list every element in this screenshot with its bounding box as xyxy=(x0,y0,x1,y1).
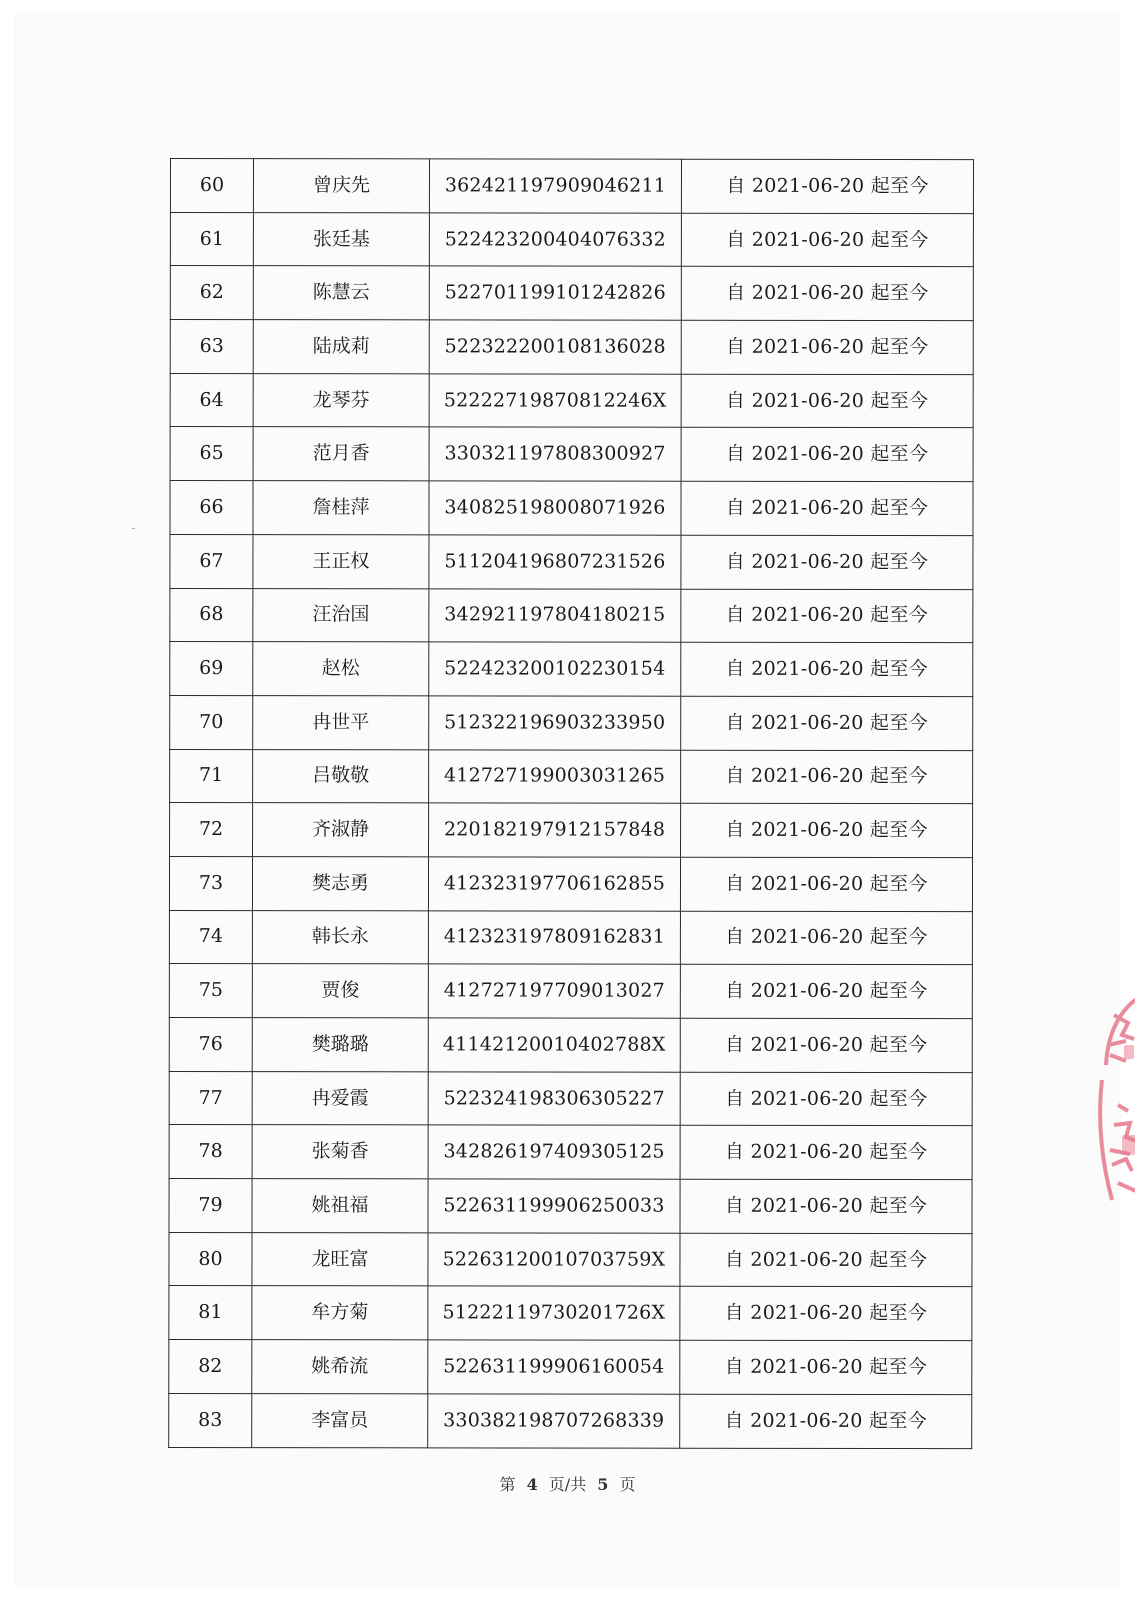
id-number: 511204196807231526 xyxy=(429,535,681,589)
id-number: 362421197909046211 xyxy=(429,159,681,213)
row-number: 74 xyxy=(169,910,252,964)
effective-period: 自 2021-06-20 起至今 xyxy=(681,213,973,267)
row-number: 60 xyxy=(170,159,253,213)
page-footer xyxy=(0,1472,1135,1495)
table-row xyxy=(170,695,973,750)
effective-period: 自 2021-06-20 起至今 xyxy=(681,481,973,535)
row-number: 81 xyxy=(169,1286,252,1340)
id-number: 52222719870812246X xyxy=(429,374,681,428)
footer-prefix: 第 xyxy=(499,1475,516,1494)
person-name: 陈慧云 xyxy=(253,266,429,320)
person-name: 姚希流 xyxy=(252,1340,428,1394)
person-name: 韩长永 xyxy=(252,910,428,964)
table-row xyxy=(170,373,973,428)
row-number: 70 xyxy=(170,695,253,749)
row-number: 82 xyxy=(169,1340,252,1394)
effective-period: 自 2021-06-20 起至今 xyxy=(681,589,973,643)
id-number: 52263120010703759X xyxy=(428,1233,680,1287)
person-name: 李富员 xyxy=(252,1393,428,1447)
table-row xyxy=(170,534,973,589)
table-row xyxy=(170,266,973,321)
table-row xyxy=(169,1179,972,1234)
table-row xyxy=(170,803,973,858)
row-number: 76 xyxy=(169,1017,252,1071)
effective-period: 自 2021-06-20 起至今 xyxy=(680,965,972,1019)
id-number: 522631199906250033 xyxy=(428,1179,680,1233)
effective-period: 自 2021-06-20 起至今 xyxy=(680,1287,972,1341)
effective-period: 自 2021-06-20 起至今 xyxy=(681,267,973,321)
id-number: 522423200404076332 xyxy=(429,213,681,267)
row-number: 72 xyxy=(170,803,253,857)
id-number: 412323197706162855 xyxy=(428,857,680,911)
person-name: 姚祖福 xyxy=(252,1179,428,1233)
table-row xyxy=(169,856,972,911)
effective-period: 自 2021-06-20 起至今 xyxy=(681,642,973,696)
row-number: 79 xyxy=(169,1179,252,1233)
id-number: 522322200108136028 xyxy=(429,320,681,374)
row-number: 66 xyxy=(170,481,253,535)
table-row xyxy=(170,642,973,697)
person-name: 张廷基 xyxy=(253,212,429,266)
person-name: 樊志勇 xyxy=(252,857,428,911)
row-number: 83 xyxy=(169,1393,252,1447)
effective-period: 自 2021-06-20 起至今 xyxy=(681,803,973,857)
row-number: 75 xyxy=(169,964,252,1018)
effective-period: 自 2021-06-20 起至今 xyxy=(681,159,973,213)
roster-table-body xyxy=(169,159,974,1449)
table-row xyxy=(169,1393,972,1448)
person-name: 赵松 xyxy=(253,642,429,696)
effective-period: 自 2021-06-20 起至今 xyxy=(680,1018,972,1072)
footer-total-pages: 5 xyxy=(597,1475,609,1494)
row-number: 65 xyxy=(170,427,253,481)
id-number: 412727197709013027 xyxy=(428,964,680,1018)
row-number: 71 xyxy=(170,749,253,803)
table-row xyxy=(170,588,973,643)
row-number: 64 xyxy=(170,373,253,427)
row-number: 63 xyxy=(170,320,253,374)
person-name: 吕敬敬 xyxy=(253,749,429,803)
table-row xyxy=(169,1286,972,1341)
id-number: 342921197804180215 xyxy=(429,588,681,642)
effective-period: 自 2021-06-20 起至今 xyxy=(681,428,973,482)
footer-current-page: 4 xyxy=(526,1475,538,1494)
id-number: 522324198306305227 xyxy=(428,1072,680,1126)
effective-period: 自 2021-06-20 起至今 xyxy=(681,750,973,804)
person-name: 龙旺富 xyxy=(252,1232,428,1286)
roster-table xyxy=(168,158,974,1449)
row-number: 69 xyxy=(170,642,253,696)
id-number: 41142120010402788X xyxy=(428,1018,680,1072)
effective-period: 自 2021-06-20 起至今 xyxy=(681,320,973,374)
person-name: 牟方菊 xyxy=(252,1286,428,1340)
row-number: 77 xyxy=(169,1071,252,1125)
table-row xyxy=(169,1232,972,1287)
person-name: 汪治国 xyxy=(253,588,429,642)
effective-period: 自 2021-06-20 起至今 xyxy=(680,857,972,911)
footer-suffix: 页 xyxy=(619,1475,636,1494)
person-name: 王正权 xyxy=(253,534,429,588)
row-number: 61 xyxy=(170,212,253,266)
person-name: 齐淑静 xyxy=(253,803,429,857)
row-number: 78 xyxy=(169,1125,252,1179)
person-name: 樊璐璐 xyxy=(252,1018,428,1072)
person-name: 詹桂萍 xyxy=(253,481,429,535)
effective-period: 自 2021-06-20 起至今 xyxy=(681,374,973,428)
id-number: 522631199906160054 xyxy=(428,1340,680,1394)
effective-period: 自 2021-06-20 起至今 xyxy=(680,1233,972,1287)
id-number: 340825198008071926 xyxy=(429,481,681,535)
person-name: 冉爱霞 xyxy=(252,1071,428,1125)
footer-middle: 页/共 xyxy=(548,1475,587,1494)
id-number: 522701199101242826 xyxy=(429,266,681,320)
row-number: 68 xyxy=(170,588,253,642)
red-seal-stamp-icon xyxy=(1088,985,1135,1215)
id-number: 412323197809162831 xyxy=(428,910,680,964)
table-row xyxy=(170,749,973,804)
row-number: 73 xyxy=(169,856,252,910)
person-name: 陆成莉 xyxy=(253,320,429,374)
row-number: 80 xyxy=(169,1232,252,1286)
id-number: 330382198707268339 xyxy=(428,1394,680,1448)
table-row xyxy=(170,159,973,214)
id-number: 220182197912157848 xyxy=(429,803,681,857)
effective-period: 自 2021-06-20 起至今 xyxy=(680,1126,972,1180)
table-row xyxy=(170,212,973,267)
person-name: 范月香 xyxy=(253,427,429,481)
id-number: 330321197808300927 xyxy=(429,427,681,481)
table-row xyxy=(170,481,973,536)
effective-period: 自 2021-06-20 起至今 xyxy=(680,1340,972,1394)
row-number: 67 xyxy=(170,534,253,588)
id-number: 342826197409305125 xyxy=(428,1125,680,1179)
scan-speck xyxy=(132,528,135,529)
id-number: 412727199003031265 xyxy=(429,749,681,803)
table-row xyxy=(169,910,972,965)
effective-period: 自 2021-06-20 起至今 xyxy=(681,535,973,589)
effective-period: 自 2021-06-20 起至今 xyxy=(681,696,973,750)
table-row xyxy=(170,320,973,375)
id-number: 522423200102230154 xyxy=(429,642,681,696)
table-row xyxy=(169,964,972,1019)
table-row xyxy=(169,1017,972,1072)
id-number: 512322196903233950 xyxy=(429,696,681,750)
person-name: 贾俊 xyxy=(252,964,428,1018)
effective-period: 自 2021-06-20 起至今 xyxy=(680,911,972,965)
effective-period: 自 2021-06-20 起至今 xyxy=(680,1072,972,1126)
table-row xyxy=(170,427,973,482)
id-number: 51222119730201726X xyxy=(428,1286,680,1340)
person-name: 张菊香 xyxy=(252,1125,428,1179)
effective-period: 自 2021-06-20 起至今 xyxy=(680,1179,972,1233)
table-row xyxy=(169,1340,972,1395)
row-number: 62 xyxy=(170,266,253,320)
person-name: 曾庆先 xyxy=(253,159,429,213)
person-name: 冉世平 xyxy=(253,695,429,749)
table-row xyxy=(169,1071,972,1126)
effective-period: 自 2021-06-20 起至今 xyxy=(680,1394,972,1448)
person-name: 龙琴芬 xyxy=(253,373,429,427)
table-row xyxy=(169,1125,972,1180)
